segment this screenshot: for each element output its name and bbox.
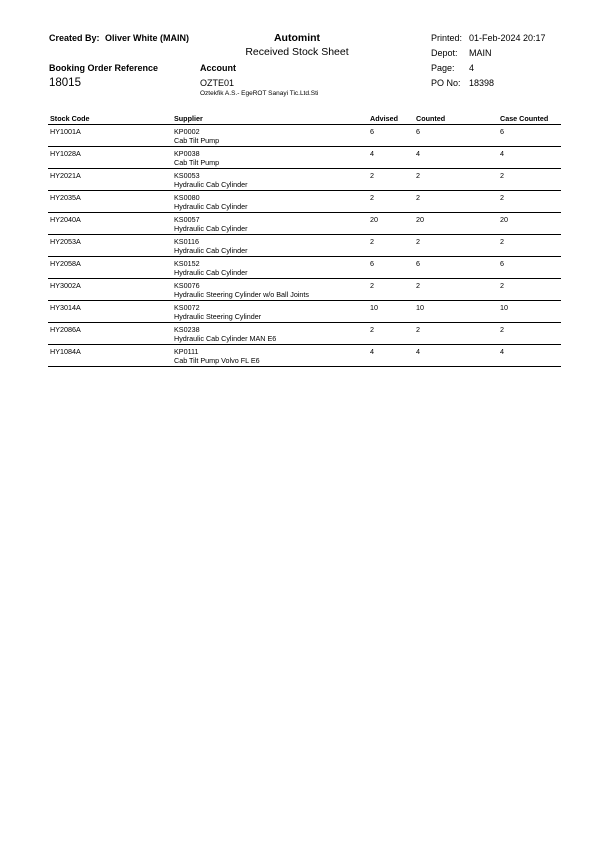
stock-code: HY1028A bbox=[48, 147, 172, 169]
case-counted-qty: 2 bbox=[498, 169, 561, 191]
stock-code: HY3002A bbox=[48, 279, 172, 301]
printed-row bbox=[431, 33, 546, 43]
depot-row bbox=[431, 48, 492, 58]
supplier-cell bbox=[172, 191, 368, 213]
table-row bbox=[48, 125, 561, 147]
case-counted-qty: 2 bbox=[498, 323, 561, 345]
table-row bbox=[48, 301, 561, 323]
table-row bbox=[48, 257, 561, 279]
item-description: Cab Tilt Pump bbox=[174, 157, 220, 167]
advised-qty: 10 bbox=[368, 301, 414, 323]
stock-code: HY1084A bbox=[48, 345, 172, 367]
supplier-cell bbox=[172, 125, 368, 147]
table-header-row bbox=[48, 114, 561, 125]
counted-qty: 4 bbox=[414, 147, 498, 169]
supplier-code: KP0002 bbox=[174, 127, 200, 136]
supplier-code: KS0080 bbox=[174, 193, 200, 202]
counted-qty: 6 bbox=[414, 257, 498, 279]
counted-qty: 2 bbox=[414, 323, 498, 345]
stock-code: HY2035A bbox=[48, 191, 172, 213]
case-counted-qty: 20 bbox=[498, 213, 561, 235]
item-description: Hydraulic Cab Cylinder bbox=[174, 245, 248, 255]
counted-qty: 4 bbox=[414, 345, 498, 367]
page-row bbox=[431, 63, 474, 73]
account-code: OZTE01 bbox=[200, 78, 235, 88]
header-advised: Advised bbox=[368, 114, 414, 125]
advised-qty: 2 bbox=[368, 191, 414, 213]
printed-value: 01-Feb-2024 20:17 bbox=[469, 33, 546, 43]
po-label: PO No: bbox=[431, 78, 461, 88]
item-description: Hydraulic Cab Cylinder bbox=[174, 267, 248, 277]
printed-label: Printed: bbox=[431, 33, 463, 43]
depot-label: Depot: bbox=[431, 48, 458, 58]
item-description: Hydraulic Steering Cylinder w/o Ball Joints bbox=[174, 289, 310, 299]
item-description: Hydraulic Cab Cylinder bbox=[174, 223, 248, 233]
counted-qty: 10 bbox=[414, 301, 498, 323]
stock-code: HY2058A bbox=[48, 257, 172, 279]
supplier-cell bbox=[172, 257, 368, 279]
advised-qty: 2 bbox=[368, 235, 414, 257]
po-number: 18398 bbox=[469, 78, 495, 88]
sheet-title: Received Stock Sheet bbox=[245, 46, 349, 58]
advised-qty: 2 bbox=[368, 279, 414, 301]
header-supplier: Supplier bbox=[172, 114, 368, 125]
page-label: Page: bbox=[431, 63, 455, 73]
stock-code: HY1001A bbox=[48, 125, 172, 147]
header-case-counted: Case Counted bbox=[498, 114, 561, 125]
case-counted-qty: 2 bbox=[498, 235, 561, 257]
supplier-cell bbox=[172, 235, 368, 257]
supplier-cell bbox=[172, 345, 368, 367]
supplier-cell bbox=[172, 147, 368, 169]
table-row bbox=[48, 147, 561, 169]
item-description: Hydraulic Cab Cylinder bbox=[174, 179, 248, 189]
table-row bbox=[48, 213, 561, 235]
supplier-cell bbox=[172, 169, 368, 191]
stock-code: HY3014A bbox=[48, 301, 172, 323]
advised-qty: 4 bbox=[368, 345, 414, 367]
created-by-label: Created By: bbox=[49, 33, 100, 43]
case-counted-qty: 2 bbox=[498, 279, 561, 301]
supplier-cell bbox=[172, 279, 368, 301]
supplier-code: KS0238 bbox=[174, 325, 200, 334]
table-row bbox=[48, 191, 561, 213]
header-stock-code: Stock Code bbox=[48, 114, 172, 125]
stock-table bbox=[48, 114, 561, 367]
case-counted-qty: 6 bbox=[498, 257, 561, 279]
counted-qty: 2 bbox=[414, 279, 498, 301]
table-row bbox=[48, 345, 561, 367]
stock-code: HY2053A bbox=[48, 235, 172, 257]
supplier-code: KS0152 bbox=[174, 259, 200, 268]
item-description: Cab Tilt Pump bbox=[174, 135, 220, 145]
company-name: Automint bbox=[273, 32, 321, 44]
supplier-cell bbox=[172, 213, 368, 235]
case-counted-qty: 6 bbox=[498, 125, 561, 147]
item-description: Hydraulic Cab Cylinder MAN E6 bbox=[174, 333, 277, 343]
counted-qty: 6 bbox=[414, 125, 498, 147]
supplier-code: KP0038 bbox=[174, 149, 200, 158]
supplier-code: KS0057 bbox=[174, 215, 200, 224]
supplier-cell bbox=[172, 301, 368, 323]
stock-code: HY2040A bbox=[48, 213, 172, 235]
table-row bbox=[48, 235, 561, 257]
counted-qty: 2 bbox=[414, 235, 498, 257]
advised-qty: 4 bbox=[368, 147, 414, 169]
table-row bbox=[48, 169, 561, 191]
header-counted: Counted bbox=[414, 114, 498, 125]
item-description: Hydraulic Cab Cylinder bbox=[174, 201, 248, 211]
supplier-code: KP0111 bbox=[174, 347, 199, 356]
advised-qty: 20 bbox=[368, 213, 414, 235]
case-counted-qty: 10 bbox=[498, 301, 561, 323]
created-by bbox=[49, 33, 189, 43]
supplier-code: KS0076 bbox=[174, 281, 200, 290]
case-counted-qty: 2 bbox=[498, 191, 561, 213]
stock-code: HY2021A bbox=[48, 169, 172, 191]
booking-order-label: Booking Order Reference bbox=[49, 63, 159, 73]
item-description: Cab Tilt Pump Volvo FL E6 bbox=[174, 355, 260, 365]
table-row bbox=[48, 279, 561, 301]
advised-qty: 2 bbox=[368, 323, 414, 345]
po-row bbox=[431, 78, 494, 88]
account-label: Account bbox=[200, 63, 236, 73]
created-by-value: Oliver White (MAIN) bbox=[105, 33, 190, 43]
counted-qty: 20 bbox=[414, 213, 498, 235]
counted-qty: 2 bbox=[414, 169, 498, 191]
supplier-code: KS0053 bbox=[174, 171, 200, 180]
booking-order-value: 18015 bbox=[49, 77, 81, 89]
supplier-code: KS0072 bbox=[174, 303, 200, 312]
table-row bbox=[48, 323, 561, 345]
account-name: Oztekfik A.S.- EgeROT Sanayi Tic.Ltd.Sti bbox=[200, 90, 319, 97]
item-description: Hydraulic Steering Cylinder bbox=[174, 311, 262, 321]
depot-value: MAIN bbox=[469, 48, 492, 58]
advised-qty: 2 bbox=[368, 169, 414, 191]
case-counted-qty: 4 bbox=[498, 147, 561, 169]
supplier-cell bbox=[172, 323, 368, 345]
advised-qty: 6 bbox=[368, 125, 414, 147]
page-number: 4 bbox=[469, 63, 475, 73]
stock-code: HY2086A bbox=[48, 323, 172, 345]
supplier-code: KS0116 bbox=[174, 237, 200, 246]
counted-qty: 2 bbox=[414, 191, 498, 213]
case-counted-qty: 4 bbox=[498, 345, 561, 367]
advised-qty: 6 bbox=[368, 257, 414, 279]
